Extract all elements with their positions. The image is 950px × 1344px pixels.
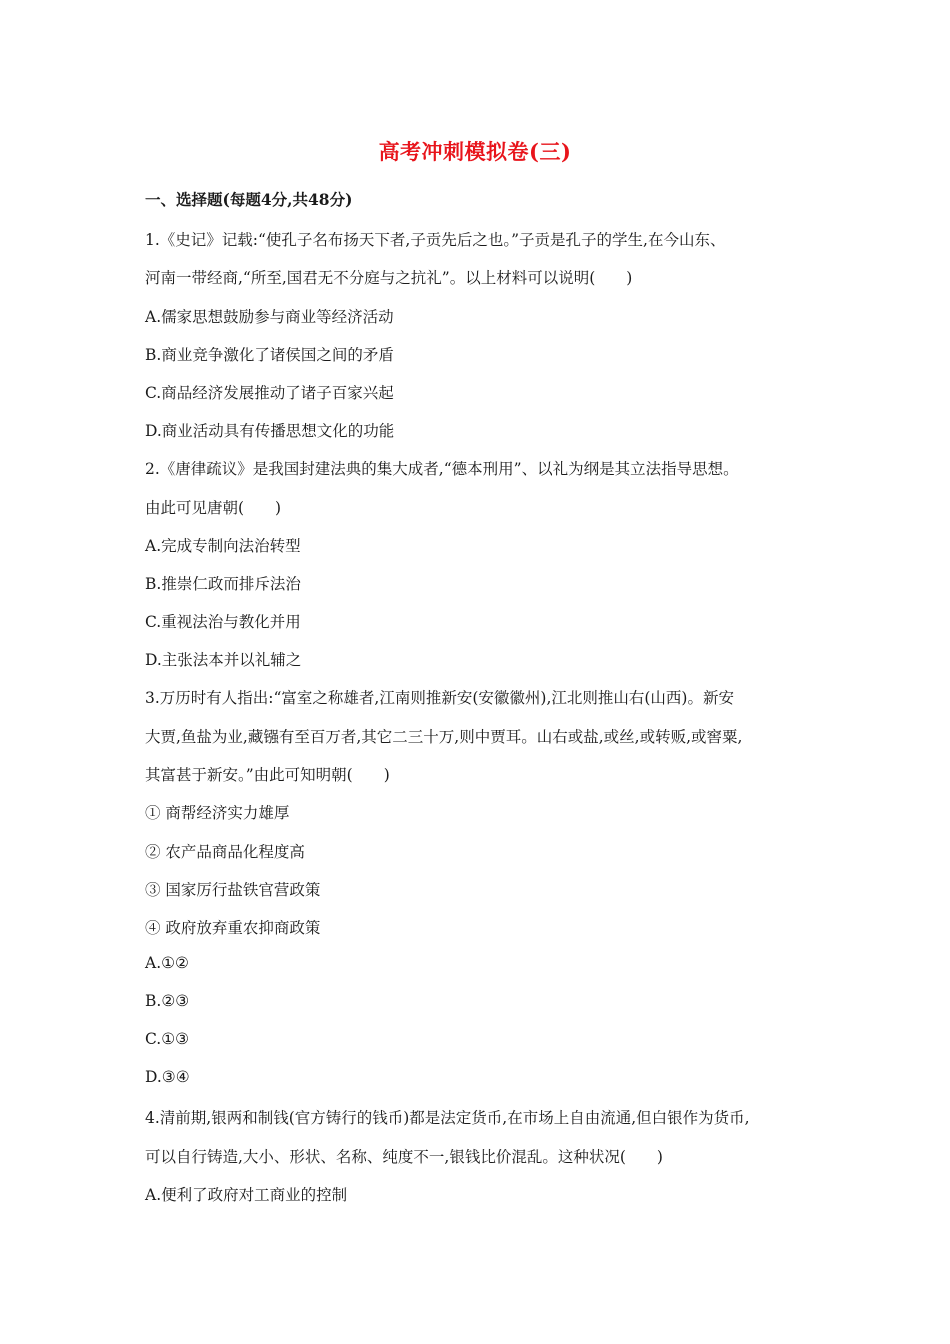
question-2-option-b: B.推崇仁政而排斥法治 — [145, 575, 301, 593]
question-1-stem-line-1: 1.《史记》记载:“使孔子名布扬天下者,子贡先后之也。”子贡是孔子的学生,在今山东、 — [145, 231, 726, 249]
question-4-stem-line-2: 可以自行铸造,大小、形状、名称、纯度不一,银钱比价混乱。这种状况( ) — [145, 1148, 663, 1166]
question-1-option-a: A.儒家思想鼓励参与商业等经济活动 — [145, 308, 394, 326]
question-3-statement-3: ③ 国家厉行盐铁官营政策 — [145, 881, 321, 899]
question-3-stem-line-2: 大贾,鱼盐为业,藏镪有至百万者,其它二三十万,则中贾耳。山右或盐,或丝,或转贩,或窖粟, — [145, 728, 743, 746]
question-1-option-c: C.商品经济发展推动了诸子百家兴起 — [145, 384, 394, 402]
question-1-option-d: D.商业活动具有传播思想文化的功能 — [145, 422, 395, 440]
question-3-option-c: C.①③ — [145, 1030, 190, 1048]
question-3-statement-2: ② 农产品商品化程度高 — [145, 843, 305, 861]
question-4-option-a: A.便利了政府对工商业的控制 — [145, 1186, 348, 1204]
question-3-option-b: B.②③ — [145, 992, 190, 1010]
question-3-stem-line-1: 3.万历时有人指出:“富室之称雄者,江南则推新安(安徽徽州),江北则推山右(山西)。新安 — [145, 689, 734, 707]
question-2-option-c: C.重视法治与教化并用 — [145, 613, 301, 631]
question-2-stem-line-1: 2.《唐律疏议》是我国封建法典的集大成者,“德本刑用”、以礼为纲是其立法指导思想。 — [145, 460, 739, 478]
question-3-option-a: A.①② — [145, 954, 189, 972]
question-1-option-b: B.商业竞争激化了诸侯国之间的矛盾 — [145, 346, 394, 364]
question-1-stem-line-2: 河南一带经商,“所至,国君无不分庭与之抗礼”。以上材料可以说明( ) — [145, 269, 633, 287]
question-3-stem-line-3: 其富甚于新安。”由此可知明朝( ) — [145, 766, 390, 784]
section-heading: 一、选择题(每题4分,共48分) — [145, 190, 353, 209]
question-2-option-d: D.主张法本并以礼辅之 — [145, 651, 302, 669]
page-title: 高考冲刺模拟卷(三) — [378, 139, 572, 164]
question-2-option-a: A.完成专制向法治转型 — [145, 537, 301, 555]
question-3-option-d: D.③④ — [145, 1068, 190, 1086]
question-3-statement-1: ① 商帮经济实力雄厚 — [145, 804, 290, 822]
question-2-stem-line-2: 由此可见唐朝( ) — [145, 499, 282, 517]
question-4-stem-line-1: 4.清前期,银两和制钱(官方铸行的钱币)都是法定货币,在市场上自由流通,但白银作为货币, — [145, 1109, 750, 1127]
question-3-statement-4: ④ 政府放弃重农抑商政策 — [145, 919, 321, 937]
